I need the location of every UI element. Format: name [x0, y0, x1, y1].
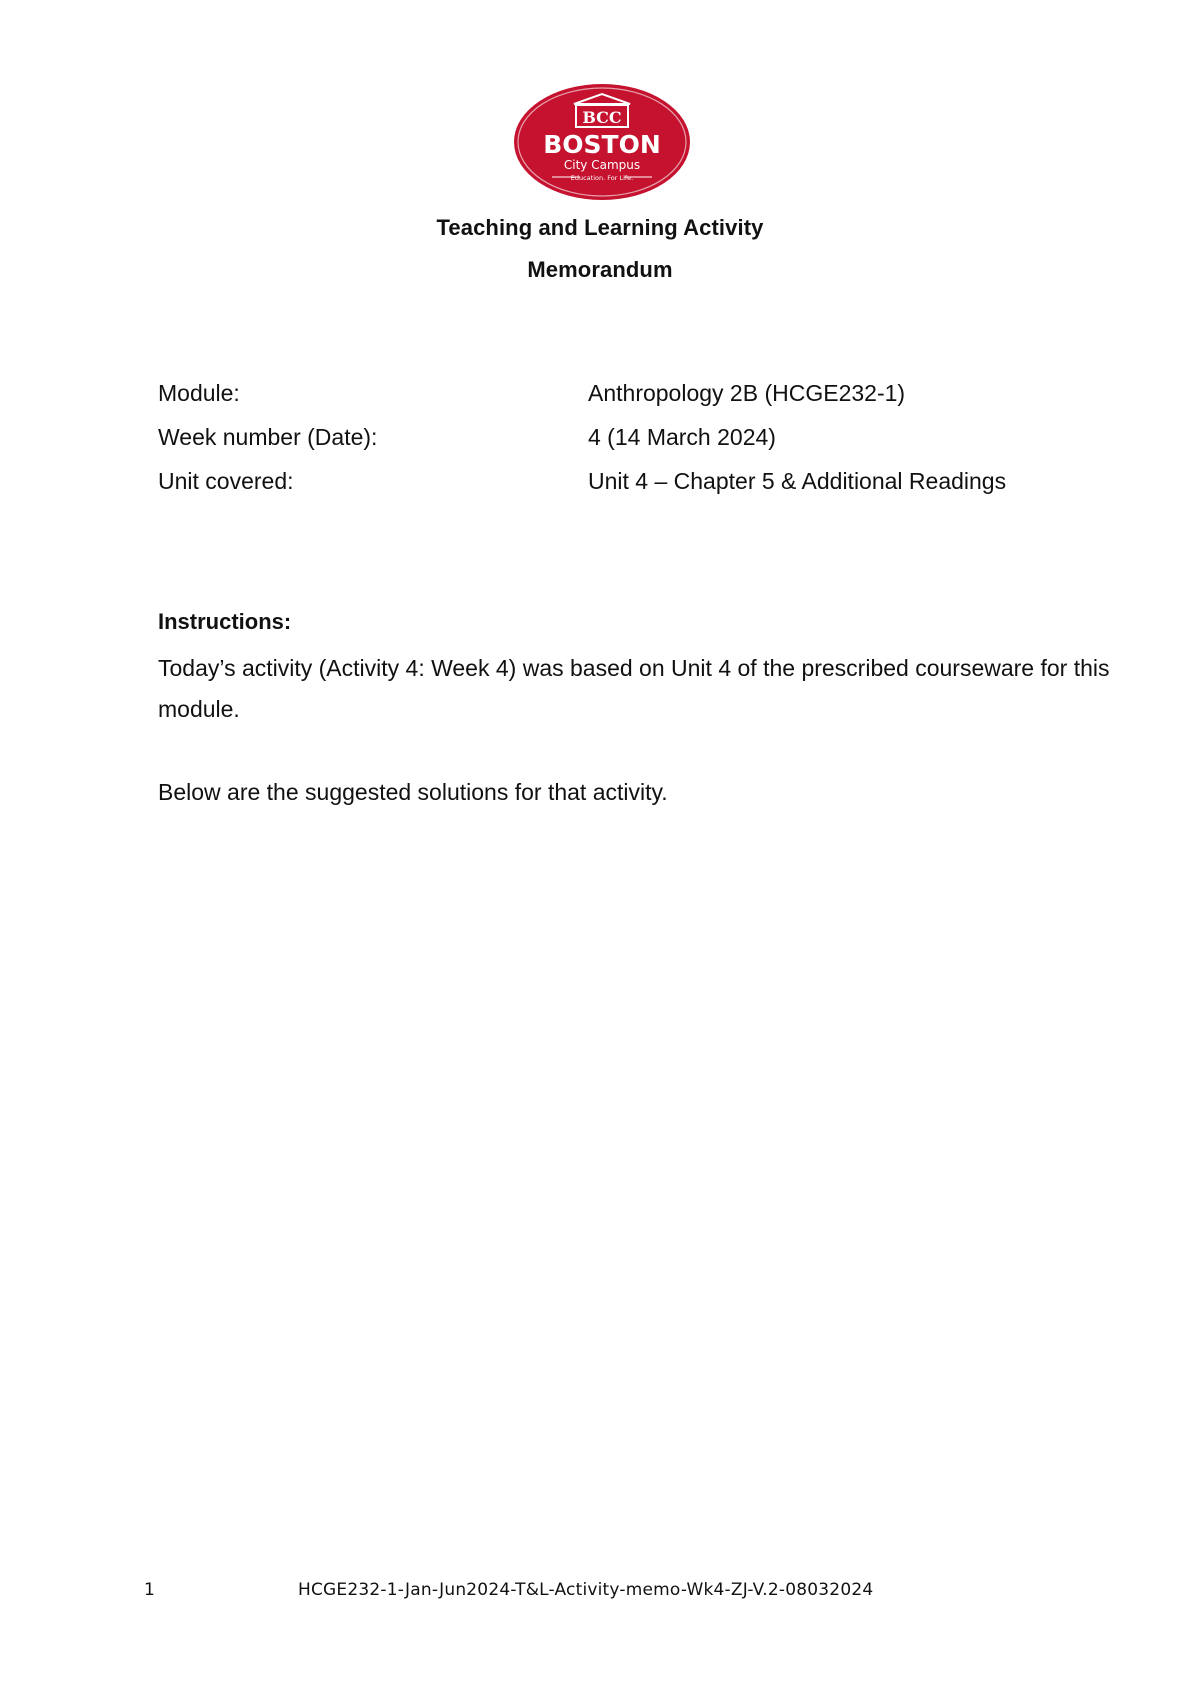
document-code: HCGE232-1-Jan-Jun2024-T&L-Activity-memo-Wk4-ZJ-V.2-08032024	[298, 1580, 874, 1600]
paragraph-spacer	[158, 730, 1148, 772]
instructions-paragraph: Today’s activity (Activity 4: Week 4) was based on Unit 4 of the prescribed courseware for this module.	[158, 655, 1110, 722]
page-number: 1	[144, 1580, 155, 1600]
document-title: Teaching and Learning Activity	[436, 215, 764, 240]
week-label: Week number (Date):	[158, 424, 378, 450]
module-label: Module:	[158, 380, 240, 406]
svg-text:Education. For Life.: Education. For Life.	[570, 174, 634, 182]
svg-text:BCC: BCC	[582, 108, 622, 127]
instructions-heading: Instructions:	[158, 609, 292, 634]
info-row-week	[158, 424, 1058, 468]
svg-text:City Campus: City Campus	[563, 158, 641, 172]
svg-text:BOSTON: BOSTON	[543, 130, 661, 159]
boston-city-campus-logo	[512, 82, 692, 202]
module-info-table	[158, 380, 1058, 512]
info-row-module	[158, 380, 1058, 424]
document-subtitle: Memorandum	[527, 257, 673, 282]
week-value: 4 (14 March 2024)	[588, 424, 776, 450]
module-value: Anthropology 2B (HCGE232-1)	[588, 380, 906, 406]
info-row-unit	[158, 468, 1058, 512]
unit-value: Unit 4 – Chapter 5 & Additional Readings	[588, 468, 1007, 494]
unit-label: Unit covered:	[158, 468, 294, 494]
instructions-body	[158, 648, 1148, 813]
instructions-paragraph: Below are the suggested solutions for that activity.	[158, 779, 668, 805]
